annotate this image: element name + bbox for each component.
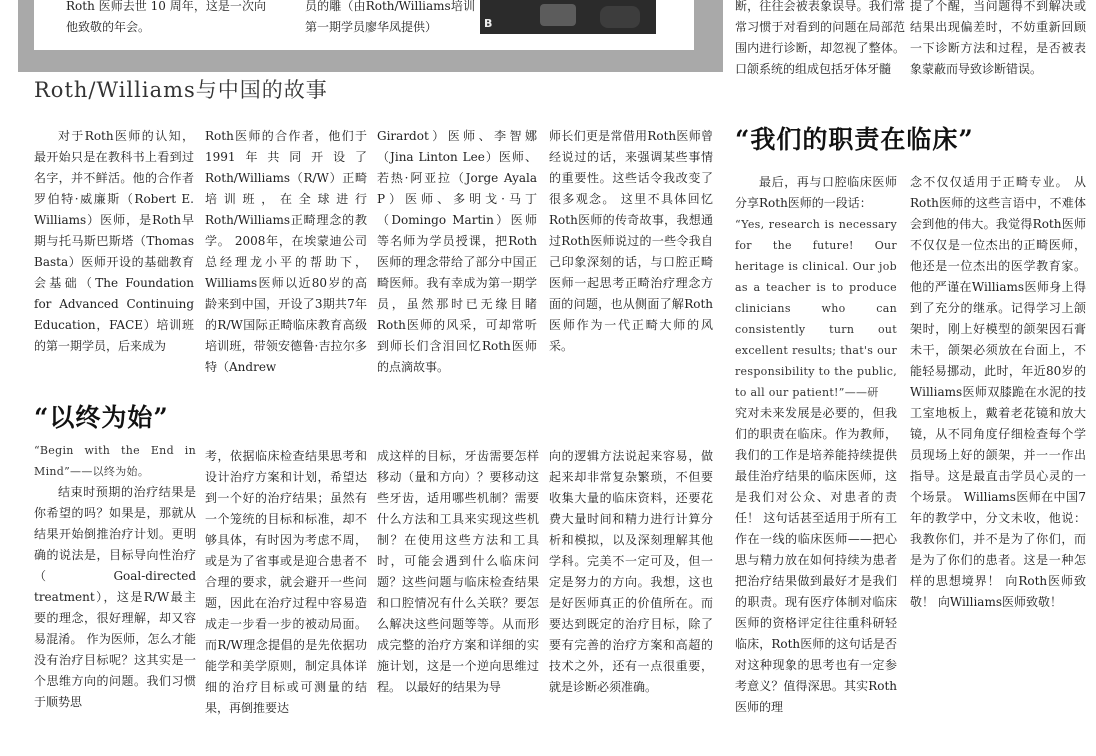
s2-col-3: 成这样的目标，牙齿需要怎样移动（量和方向）？要移动这些牙齿，适用哪些机制？需要什么方法和工具来实现这些机制？在使用这些方法和工具时，可能会遇到什么临床问题？这些问题与临床检查结果和口腔情况有什么关联？要怎么解决这些问题等等。从而形成完整的治疗方案和详细的实施计划，这是一个逆向思维过程。 以最好的结果为导 <box>377 449 539 694</box>
section-title-clinical-duty: “我们的职责在临床” <box>735 125 974 154</box>
figure-photo <box>480 0 656 34</box>
s1-col-1: 对于Roth医师的认知，最开始只是在教科书上看到过名字，并不鲜活。他的合作者罗伯特·威廉斯（Robert E. Williams）医师，是Roth早期与托马斯巴斯塔（Thomas Basta）医师开设的基础教育会基础（The Foundation for Advanced Continuing Education，FACE）培训班的第一期学员，后来成为 <box>34 129 194 353</box>
right-top-col-a: 断，往往会被表象误导。我们常常习惯于对看到的问题在局部范围内进行诊断，却忽视了整体。口颌系统的组成包括牙体牙髓 <box>735 0 905 76</box>
photo-label: B <box>484 17 493 30</box>
s1-col-3: Girardot）医师、李智娜（Jina Linton Lee）医师、若热·阿亚拉（Jorge Ayala P）医师、多明戈·马丁（Domingo Martin）医师等名师为学员授课，把Roth医师的理念带给了部分中国正畸医师。我有幸成为第一期学员，虽然那时已无缘目睹Roth医师的风采，可却常听到师长们含泪回忆Roth医师的点滴故事。 <box>377 129 537 374</box>
s2-col-2: 考，依据临床检查结果思考和设计治疗方案和计划，希望达到一个好的治疗结果；虽然有一个笼统的目标和标准，却不够具体，有时因为考虑不周，或是为了省事或是迎合患者不合理的要求，就会避开一些问题，因此在治疗过程中容易造成走一步看一步的被动局面。而R/W理念提倡的是先依据功能学和美学原则，制定具体详细的治疗目标或可测量的结果，再倒推要达 <box>205 449 367 715</box>
hand-shape <box>600 6 640 28</box>
s3-col-1: 最后，再与口腔临床医师分享Roth医师的一段话： “Yes, research is necessary for the future! Our heritage is clinical. Our job as a teacher is to produce clinicians who can consistently turn out excellent results; that's our responsibility to the public, to all our patient!”——研 究对未来发展是必要的，但我们的职责在临床。作为教师，我们的工作是培养能持续提供最佳治疗结果的临床医师，这是我们对公众、对患者的责任！ 这句话甚至适用于所有工作在一线的临床医师——把心思与精力放在如何持续为患者把治疗结果做到最好才是我们的职责。现有医疗体制对临床医师的资格评定往往重科研轻临床，Roth医师的这句话是否对这种现象的思考也有一定参考意义？值得深思。其实Roth医师的理 <box>735 175 897 714</box>
s2-col-4: 向的逻辑方法说起来容易，做起来却非常复杂繁琐，不但要收集大量的临床资料，还要花费大量时间和精力进行计算分析和模拟，以及深刻理解其他学科。完美不一定可及，但一定是努力的方向。我想，这也是好医师真正的价值所在。而要达到既定的治疗目标，除了要有完善的治疗方案和高超的技术之外，还有一点很重要，就是诊断必须准确。 <box>549 449 713 694</box>
s1-col-4: 师长们更是常借用Roth医师曾经说过的话，来强调某些事情的重要性。这些话令我改变了很多观念。 这里不具体回忆Roth医师的传奇故事，我想通过Roth医师说过的一些令我自己印象深刻的话，与口腔正畸医师一起思考正畸治疗理念方面的问题，也从侧面了解Roth医师作为一代正畸大师的风采。 <box>549 129 713 353</box>
lamp-shape <box>540 4 576 26</box>
s3-col-2: 念不仅仅适用于正畸专业。 从Roth医师的这些言语中，不难体会到他的伟大。我觉得Roth医师不仅仅是一位杰出的正畸医师，他还是一位杰出的医学教育家。他的严谨在Williams医师身上得到了充分的继承。记得学习上颌架时，刚上好模型的颌架因石膏未干，颌架必须放在台面上，不能轻易挪动，此时，年近80岁的Williams医师双膝跪在水泥的技工室地板上，戴着老花镜和放大镜，从不同角度仔细检查每个学员现场上好的颌架，并一一作出指导。这是最直击学员心灵的一个场景。 Williams医师在中国7年的教学中，分文未收，他说：我教你们，并不是为了你们，而是为了你们的患者。这是一种怎样的思想境界！ 向Roth医师致敬！ 向Williams医师致敬！ <box>910 175 1086 609</box>
s2-quote-en: “Begin with the End in Mind”——以终为始。 <box>34 444 196 478</box>
section-title-begin-with-end: “以终为始” <box>34 403 169 432</box>
s2-col-1: “Begin with the End in Mind”——以终为始。 结束时预期的治疗结果是你希望的吗？如果是，那就从结果开始倒推治疗计划。更明确的说法是，目标导向性治疗（Goal-directed treatment），这是R/W最主要的理念，很好理解，却又容易混淆。 作为医师，怎么才能没有治疗目标呢？这其实是一个思维方向的问题。我们习惯于顺势思 <box>34 440 196 756</box>
figure-caption-mid: 员的雕（由Roth/Williams培训第一期学员廖华凤提供） <box>305 0 475 34</box>
s1-col-2: Roth医师的合作者，他们于1991年共同开设了Roth/Williams（R/W）正畸培训班，在全球进行Roth/Williams正畸理念的教学。 2008年，在埃蒙迪公司总经理龙小平的帮助下，Williams医师以近80岁的高龄来到中国，开设了3期共7年的R/W国际正畸临床教育高级培训班，带领安德鲁·吉拉尔多特（Andrew <box>205 129 367 374</box>
right-top-col-b: 提了个醒，当问题得不到解决或结果出现偏差时，不妨重新回顾一下诊断方法和过程，是否被表象蒙蔽而导致诊断错误。 <box>910 0 1086 76</box>
s3-quote-en: “Yes, research is necessary for the future! Our heritage is clinical. Our job as a teacher is to produce clinicians who can consistently turn out excellent results; that's our responsibility to the public, to all our patient!”——研 <box>735 218 897 399</box>
figure-caption-left: Roth 医师去世 10 周年，这是一次向他致敬的年会。 <box>66 0 266 34</box>
section-title-roth-williams-china: Roth/Williams与中国的故事 <box>34 78 328 102</box>
